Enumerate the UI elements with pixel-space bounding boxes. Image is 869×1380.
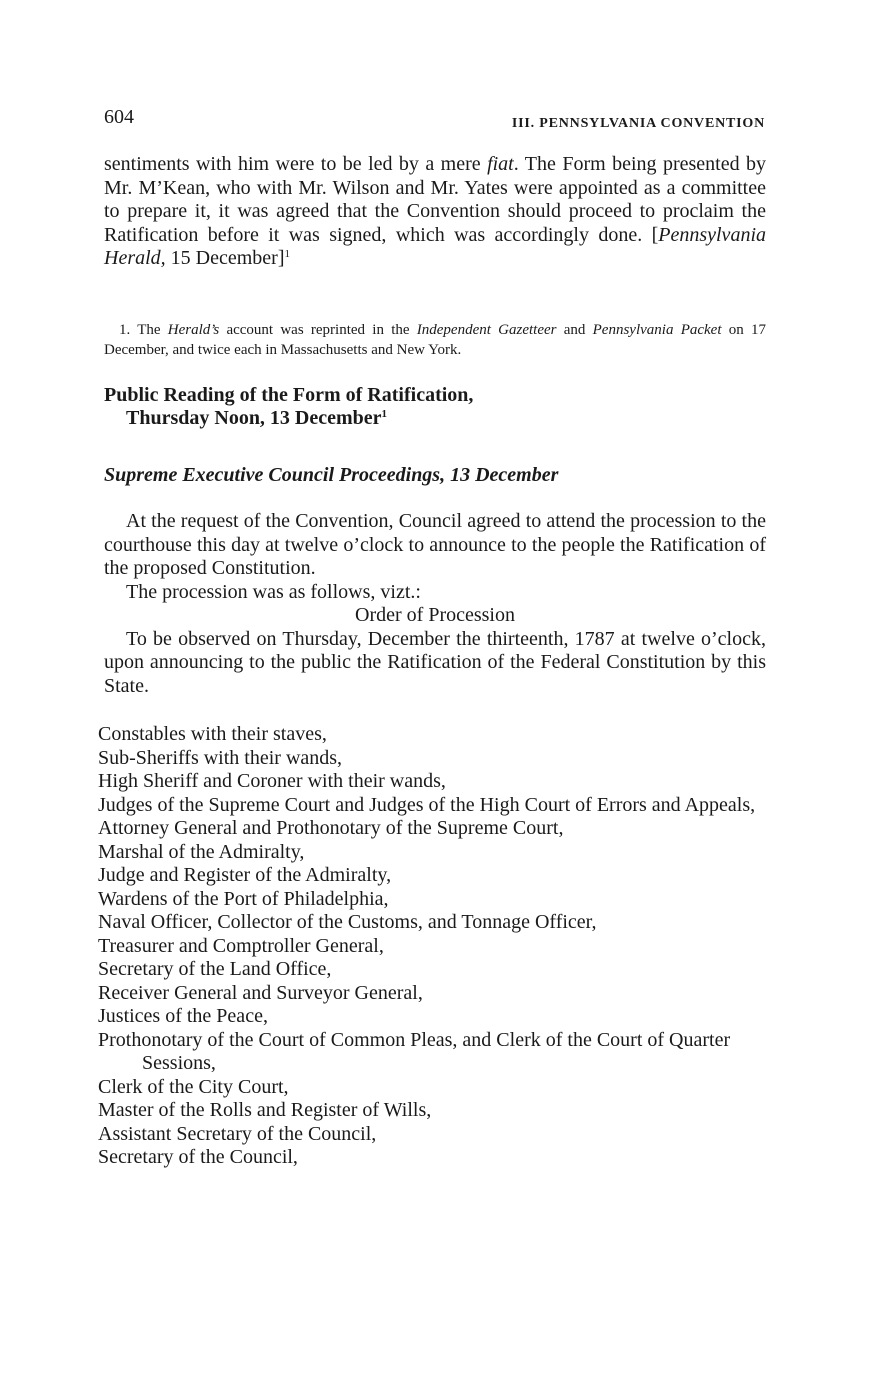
intro-text	[104, 153, 766, 271]
council-subheading: Supreme Executive Council Proceedings, 13 December	[104, 464, 559, 486]
list-item: Receiver General and Surveyor General,	[98, 981, 423, 1004]
intro-text-part2: . The Form being presented by Mr. M’Kean, who with Mr. Wilson and Mr. Yates were appointed as a committee to prepare it, it was agreed that the Convention should proceed to proclaim the Ratification before it was signed, which was accordingly done. [	[104, 153, 767, 246]
list-item: Wardens of the Port of Philadelphia,	[98, 887, 389, 910]
footnote-text2: and	[556, 322, 593, 338]
list-item: Marshal of the Admiralty,	[98, 840, 305, 863]
council-paragraph-2: The procession was as follows, vizt.:	[126, 580, 421, 603]
intro-text-part3: 15 December]	[165, 247, 285, 269]
footnote-text1: account was reprinted in the	[219, 322, 417, 338]
intro-text-part1: sentiments with him were to be led by a mere	[104, 153, 488, 175]
list-item: Justices of the Peace,	[98, 1005, 268, 1027]
council-paragraph-3: To be observed on Thursday, December the thirteenth, 1787 at twelve o’clock, upon announcing to the public the Ratification of the Federal Constitution by this State.	[104, 627, 766, 697]
page-number: 604	[104, 106, 134, 128]
section-heading	[104, 384, 473, 430]
council-proceedings	[104, 510, 766, 698]
list-item: Assistant Secretary of the Council,	[98, 1122, 377, 1145]
section-title-line1: Public Reading of the Form of Ratification,	[104, 384, 474, 406]
list-item: Constables with their staves,	[98, 723, 327, 745]
list-item: Prothonotary of the Court of Common Pleas, and Clerk of the Court of Quarter Sessions,	[98, 1028, 731, 1074]
footnote	[104, 320, 766, 360]
footnote-packet: Pennsylvania Packet	[592, 322, 722, 338]
section-title-line2-wrap	[104, 407, 473, 430]
running-head: III. PENNSYLVANIA CONVENTION	[511, 116, 765, 131]
footnote-text3: on 17 December, and twice each in Massachusetts and New York.	[104, 322, 766, 358]
section-note-ref: 1	[381, 408, 388, 420]
intro-note-ref: 1	[284, 248, 290, 260]
council-paragraph-1: At the request of the Convention, Council agreed to attend the procession to the courthouse this day at twelve o’clock to announce to the people the Ratification of the proposed Constitution.	[104, 510, 766, 579]
section-title-line2: Thursday Noon, 13 December	[126, 407, 382, 429]
list-item: Sub-Sheriffs with their wands,	[98, 746, 343, 769]
footnote-herald: Herald’s	[167, 322, 220, 338]
footnote-number: 1. The	[119, 322, 168, 338]
order-of-procession-title: Order of Procession	[355, 604, 515, 626]
list-item: Clerk of the City Court,	[98, 1075, 289, 1098]
list-item: Judges of the Supreme Court and Judges of the High Court of Errors and Appeals,	[98, 793, 756, 816]
list-item: Judge and Register of the Admiralty,	[98, 864, 392, 886]
footnote-gazetteer: Independent Gazetteer	[416, 322, 557, 338]
intro-source: Pennsylvania Herald,	[104, 223, 766, 269]
list-item: Secretary of the Council,	[98, 1146, 298, 1168]
list-item: Naval Officer, Collector of the Customs, and Tonnage Officer,	[98, 911, 597, 933]
list-item: Treasurer and Comptroller General,	[98, 934, 384, 957]
list-item: High Sheriff and Coroner with their wands,	[98, 770, 446, 792]
list-item: Secretary of the Land Office,	[98, 958, 332, 980]
procession-list	[98, 723, 766, 1170]
list-item: Master of the Rolls and Register of Wills,	[98, 1099, 432, 1121]
intro-fiat: fiat	[487, 153, 514, 175]
list-item: Attorney General and Prothonotary of the Supreme Court,	[98, 817, 564, 839]
intro-paragraph	[104, 153, 766, 271]
